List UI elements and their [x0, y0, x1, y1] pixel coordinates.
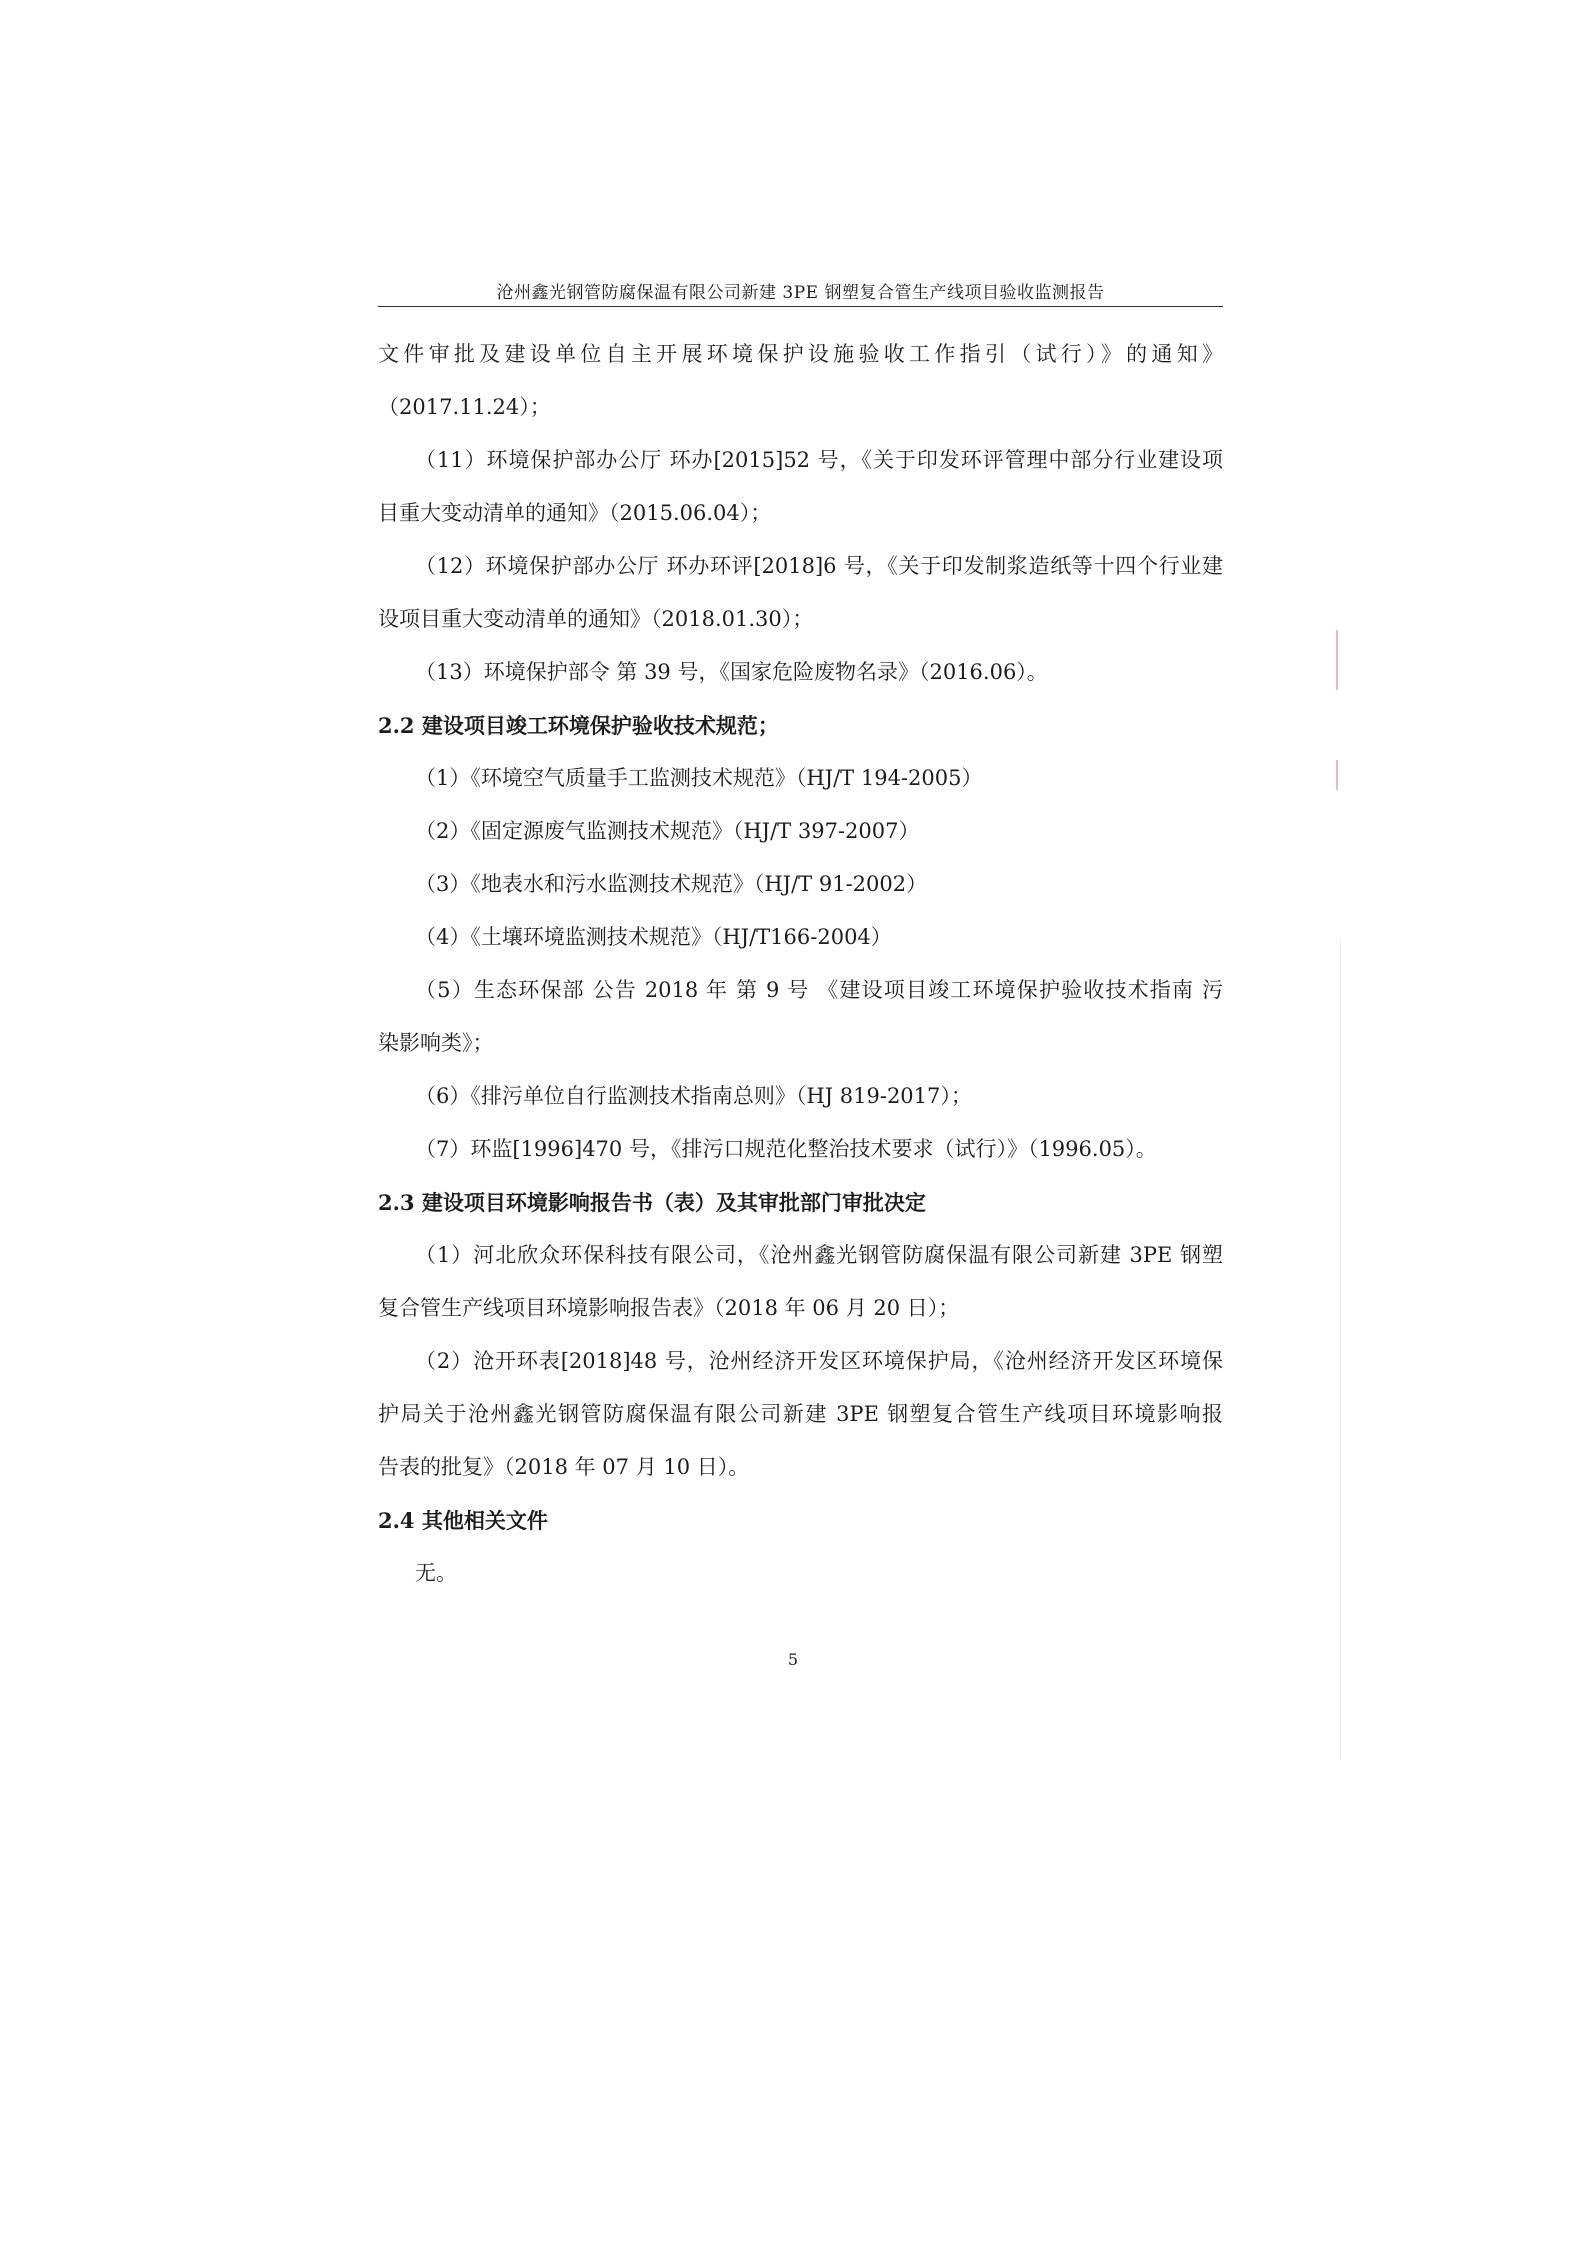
section-heading: 2.2 建设项目竣工环境保护验收技术规范；: [378, 713, 779, 738]
text-line: （5）生态环保部 公告 2018 年 第 9 号 《建设项目竣工环境保护验收技术指南 污: [415, 978, 1223, 1002]
scan-edge-mark: [1336, 630, 1338, 690]
text-line: （4）《土壤环境监测技术规范》（HJ/T166-2004）: [415, 925, 892, 949]
text-line: （2）《固定源废气监测技术规范》（HJ/T 397-2007）: [415, 819, 920, 843]
text-line: 告表的批复》（2018 年 07 月 10 日）。: [378, 1455, 750, 1479]
text-line: （7）环监[1996]470 号，《排污口规范化整治技术要求（试行）》（1996.05）。: [415, 1137, 1157, 1161]
text-line: 染影响类》；: [378, 1031, 494, 1055]
running-header: 沧州鑫光钢管防腐保温有限公司新建 3PE 钢塑复合管生产线项目验收监测报告: [496, 283, 1105, 303]
text-line: （12）环境保护部办公厅 环办环评[2018]6 号，《关于印发制浆造纸等十四个行业建: [415, 554, 1223, 578]
text-line: （3）《地表水和污水监测技术规范》（HJ/T 91-2002）: [415, 872, 928, 896]
scan-edge-line: [1340, 940, 1341, 1760]
text-line: 护局关于沧州鑫光钢管防腐保温有限公司新建 3PE 钢塑复合管生产线项目环境影响报: [378, 1402, 1223, 1426]
text-line: （1）河北欣众环保科技有限公司，《沧州鑫光钢管防腐保温有限公司新建 3PE 钢塑: [415, 1243, 1223, 1267]
text-line: （11）环境保护部办公厅 环办[2015]52 号，《关于印发环评管理中部分行业建设项: [415, 448, 1223, 472]
page-number: 5: [787, 1650, 799, 1669]
document-body: [378, 328, 1223, 1600]
text-line: （2017.11.24）；: [378, 395, 551, 419]
text-line: 设项目重大变动清单的通知》（2018.01.30）；: [378, 607, 814, 631]
text-line: （2）沧开环表[2018]48 号，沧州经济开发区环境保护局，《沧州经济开发区环境保: [415, 1349, 1223, 1373]
text-line: （13）环境保护部令 第 39 号，《国家危险废物名录》（2016.06）。: [415, 660, 1048, 684]
text-line: （6）《排污单位自行监测技术指南总则》（HJ 819-2017）；: [415, 1084, 972, 1108]
text-line: 无。: [415, 1561, 457, 1585]
section-heading: 2.4 其他相关文件: [378, 1508, 548, 1533]
text-line: （1）《环境空气质量手工监测技术规范》（HJ/T 194-2005）: [415, 766, 983, 790]
text-line: 目重大变动清单的通知》（2015.06.04）；: [378, 501, 772, 525]
text-line: 复合管生产线项目环境影响报告表》（2018 年 06 月 20 日）；: [378, 1296, 960, 1320]
text-line: 文件审批及建设单位自主开展环境保护设施验收工作指引（试行）》的通知》: [378, 342, 1223, 366]
scan-edge-mark: [1336, 760, 1338, 790]
header-rule: [378, 306, 1223, 307]
section-heading: 2.3 建设项目环境影响报告书（表）及其审批部门审批决定: [378, 1190, 926, 1215]
